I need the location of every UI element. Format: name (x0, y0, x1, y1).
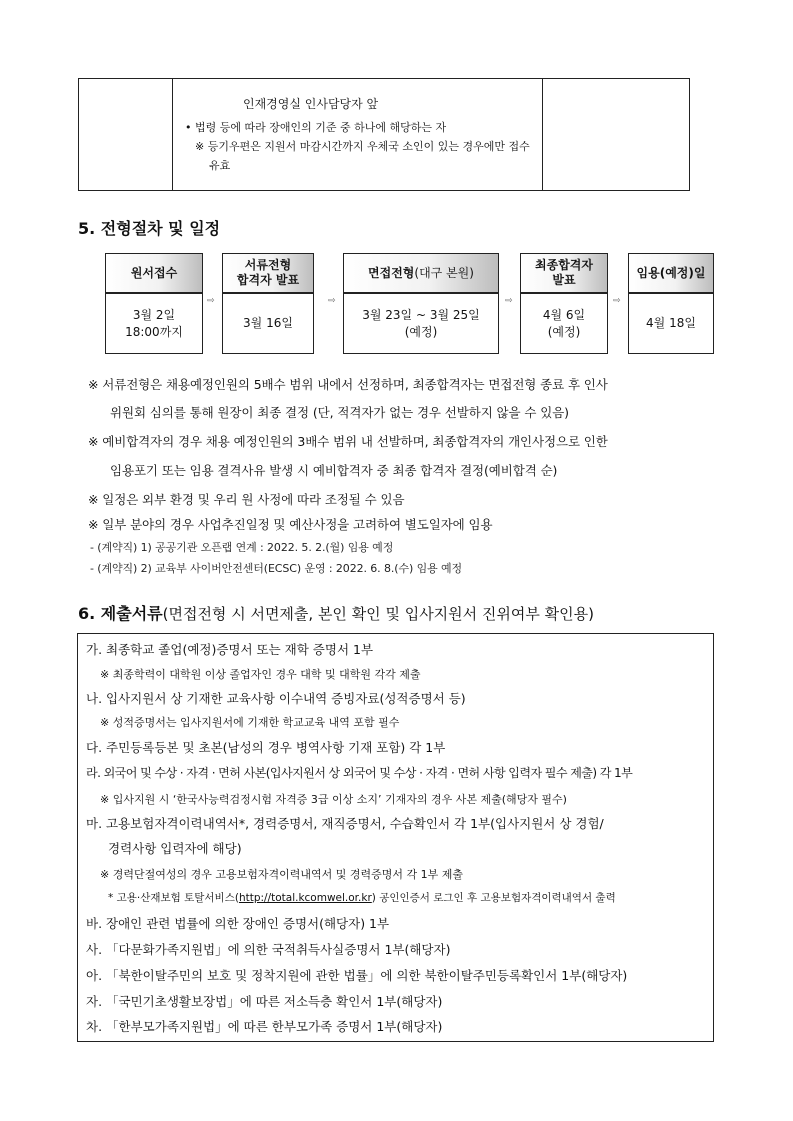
step-application-label: 원서접수 (130, 265, 178, 280)
doc-item-cont: 경력사항 입력자에 해당) (108, 841, 242, 856)
step-application-date: 3월 2일 (132, 307, 176, 322)
step-application-body (105, 293, 203, 354)
step-interview-location: (대구 본원) (414, 265, 474, 280)
documents-box (77, 633, 714, 1042)
doc-item: 차. 「한부모가족지원법」에 따른 한부모가족 증명서 1부(해당자) (86, 1019, 443, 1034)
arrow-right-icon: ⇨ (613, 296, 621, 306)
step-appointment-label: 임용(예정)일 (636, 265, 706, 280)
doc-item: 마. 고용보험자격이력내역서*, 경력증명서, 재직증명서, 수습확인서 각 1부(입사지원서 상 경험/ (86, 816, 604, 831)
table-cell-left (79, 79, 173, 190)
doc-item: 아. 「북한이탈주민의 보호 및 정착지원에 관한 법률」에 의한 북한이탈주민등록확인서 1부(해당자) (86, 968, 628, 983)
doc-item: 나. 입사지원서 상 기재한 교육사항 이수내역 증빙자료(성적증명서 등) (86, 691, 466, 706)
doc-footnote (108, 890, 616, 905)
step-final-head (520, 253, 608, 293)
doc-item: 가. 최종학교 졸업(예정)증명서 또는 재학 증명서 1부 (86, 642, 374, 657)
step-document-body (222, 293, 314, 354)
step-final-label1: 최종합격자 (535, 258, 593, 272)
note-line: ※ 일정은 외부 환경 및 우리 원 사정에 따라 조정될 수 있음 (88, 492, 405, 507)
table-cell-content (173, 79, 543, 190)
arrow-right-icon: ⇨ (328, 296, 336, 306)
step-application-time: 18:00까지 (125, 324, 183, 339)
step-final-note: (예정) (547, 324, 581, 339)
note-line: 위원회 심의를 통해 원장이 최종 결정 (단, 적격자가 없는 경우 선발하지 않을 수 있음) (110, 405, 569, 420)
table-cell-right (543, 79, 689, 190)
step-interview-head (343, 253, 499, 293)
doc-subnote: ※ 입사지원 시 ‘한국사능력검정시험 자격증 3급 이상 소지’ 기재자의 경우 사본 제출(해당자 필수) (100, 793, 567, 806)
note-line: - (계약직) 2) 교육부 사이버안전센터(ECSC) 운영 : 2022. 6. 8.(수) 임용 예정 (90, 562, 463, 575)
section5-title: 5. 전형절차 및 일정 (78, 219, 221, 238)
application-address-table (78, 78, 690, 191)
section6-title (78, 601, 594, 624)
note-line: ※ 서류전형은 채용예정인원의 5배수 범위 내에서 선정하며, 최종합격자는 면접전형 종료 후 인사 (88, 377, 608, 392)
step-document-date: 3월 16일 (243, 316, 293, 330)
section6-title-main: 6. 제출서류 (78, 604, 163, 623)
note-line: - (계약직) 1) 공공기관 오픈랩 연계 : 2022. 5. 2.(월) 임용 예정 (90, 541, 394, 554)
doc-subnote: ※ 경력단절여성의 경우 고용보험자격이력내역서 및 경력증명서 각 1부 제출 (100, 868, 463, 881)
table-bullet: • 법령 등에 따라 장애인의 기준 중 하나에 해당하는 자 (185, 121, 447, 134)
table-note: ※ 등기우편은 지원서 마감시간까지 우체국 소인이 있는 경우에만 접수 (195, 140, 530, 153)
note-line: 임용포기 또는 임용 결격사유 발생 시 예비합격자 중 최종 합격자 결정(예비합격 순) (110, 463, 558, 478)
step-interview-note: (예정) (404, 324, 438, 339)
arrow-right-icon: ⇨ (505, 296, 513, 306)
footnote-text-end: ) 공인인증서 로그인 후 고용보험자격이력내역서 출력 (371, 892, 616, 904)
table-note-cont: 유효 (209, 159, 231, 172)
step-application-head (105, 253, 203, 293)
step-interview-label: 면접전형 (368, 265, 415, 280)
step-final-body (520, 293, 608, 354)
arrow-right-icon: ⇨ (207, 296, 215, 306)
footnote-text: * 고용·산재보험 토탈서비스( (108, 892, 239, 904)
step-final-date: 4월 6일 (542, 307, 586, 322)
step-appointment-date: 4월 18일 (646, 316, 696, 330)
note-line: ※ 예비합격자의 경우 채용 예정인원의 3배수 범위 내 선발하며, 최종합격자의 개인사정으로 인한 (88, 434, 608, 449)
section6-subtitle: (면접전형 시 서면제출, 본인 확인 및 입사지원서 진위여부 확인용) (162, 605, 594, 623)
doc-item: 다. 주민등록등본 및 초본(남성의 경우 병역사항 기재 포함) 각 1부 (86, 740, 446, 755)
step-final-label2: 발표 (552, 273, 576, 287)
doc-item: 라. 외국어 및 수상 · 자격 · 면허 사본(입사지원서 상 외국어 및 수상 · 자격 · 면허 사항 입력자 필수 제출) 각 1부 (86, 766, 633, 780)
step-document-label2: 합격자 발표 (236, 273, 300, 287)
doc-item: 사. 「다문화가족지원법」에 의한 국적취득사실증명서 1부(해당자) (86, 942, 451, 957)
step-interview-body (343, 293, 499, 354)
step-appointment-body (628, 293, 714, 354)
step-document-label1: 서류전형 (244, 258, 292, 272)
doc-subnote: ※ 성적증명서는 입사지원서에 기재한 학교교육 내역 포함 필수 (100, 716, 400, 729)
step-interview-date: 3월 23일 ~ 3월 25일 (362, 307, 480, 322)
step-appointment-head (628, 253, 714, 293)
doc-subnote: ※ 최종학력이 대학원 이상 졸업자인 경우 대학 및 대학원 각각 제출 (100, 668, 421, 681)
note-line: ※ 일부 분야의 경우 사업추진일정 및 예산사정을 고려하여 별도일자에 임용 (88, 517, 493, 532)
table-heading: 인재경영실 인사담당자 앞 (243, 97, 379, 111)
doc-item: 자. 「국민기초생활보장법」에 따른 저소득층 확인서 1부(해당자) (86, 994, 443, 1009)
doc-item: 바. 장애인 관련 법률에 의한 장애인 증명서(해당자) 1부 (86, 916, 390, 931)
footnote-link[interactable]: http://total.kcomwel.or.kr (238, 892, 372, 904)
step-document-head (222, 253, 314, 293)
